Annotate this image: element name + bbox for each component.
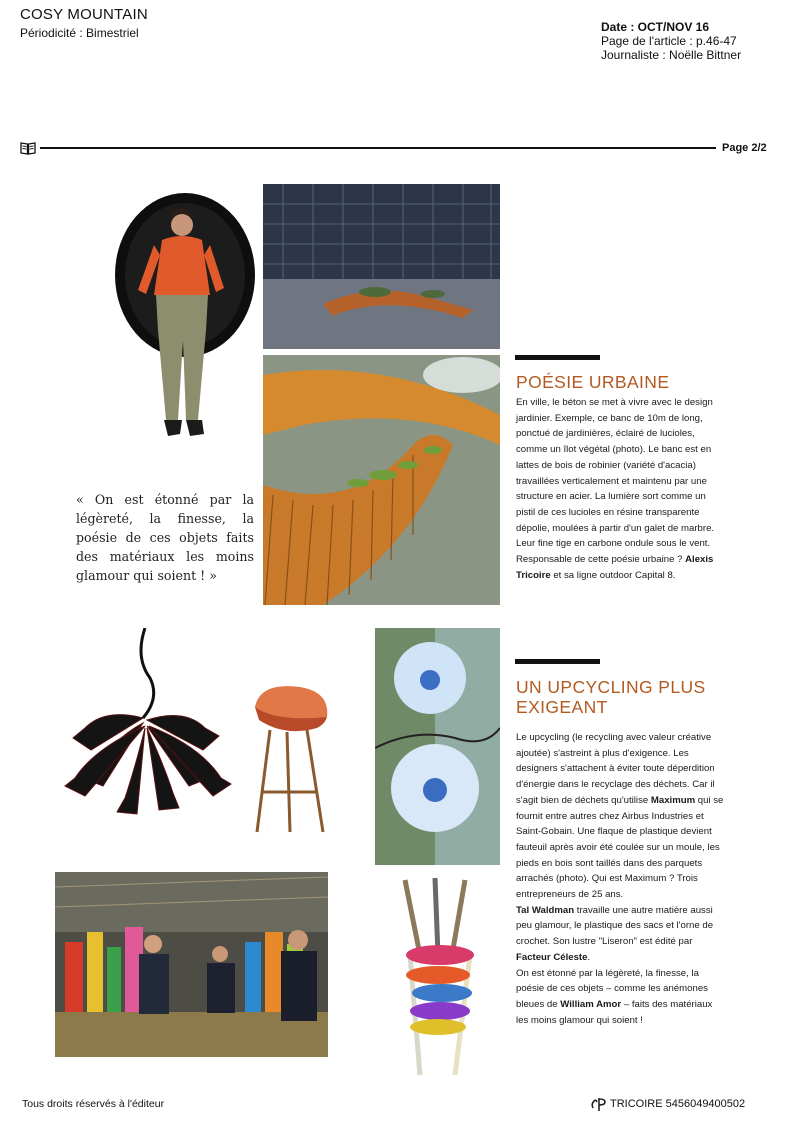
section-text-urban-poetry xyxy=(516,395,726,583)
header-rule xyxy=(40,147,716,149)
paragraph-text: On est étonné par la légèreté, la finesse, la poésie de ces objets – comme les anémones bleues de xyxy=(516,967,708,1010)
rights-notice: Tous droits réservés à l'éditeur xyxy=(22,1098,165,1110)
section-title-urban-poetry: POÉSIE URBAINE xyxy=(516,372,670,392)
chandelier-photo xyxy=(55,628,235,843)
pull-quote: « On est étonné par la légèreté, la finesse, la poésie de ces objets faits des matériaux les moins glamour qui soient ! » xyxy=(76,492,254,583)
journalist: Journaliste : Noëlle Bittner xyxy=(601,48,742,62)
document-code: TRICOIRE 5456049400502 xyxy=(610,1098,746,1110)
workshop-team-photo xyxy=(55,872,328,1057)
page-number: Page 2/2 xyxy=(722,142,767,154)
designer-name: William Amor xyxy=(560,998,622,1010)
paragraph-text: et sa ligne outdoor Capital 8. xyxy=(553,569,676,581)
designer-name: Alexis Tricoire xyxy=(516,554,714,581)
bench-closeup-photo xyxy=(263,355,500,605)
book-icon xyxy=(20,141,36,155)
section-divider xyxy=(515,659,600,664)
stacked-stools-photo xyxy=(390,875,490,1085)
upcycled-chair-photo xyxy=(245,682,335,837)
section-title-upcycling: UN UPCYCLING PLUS EXIGEANT xyxy=(516,677,706,717)
section-divider xyxy=(515,355,600,360)
editor-name: Facteur Céleste xyxy=(516,951,588,963)
publication-title: COSY MOUNTAIN xyxy=(20,6,148,23)
blue-anemones-photo xyxy=(375,628,500,865)
article-pages: Page de l'article : p.46-47 xyxy=(601,34,737,48)
paragraph-text: qui se fournit entre autres chez Airbus Industries et Saint-Gobain. Une flaque de plastique devient fauteuil après avoir été coulée sur un moule, les pieds en bois sont taillés dans des parquets arrachés (photo). Qui est Maximum ? Trois entrepreneurs de 25 ans. xyxy=(516,794,724,901)
paragraph-text: travaille une autre matière aussi peu glamour, le plastique des sacs et l'orne de crochet. Son lustre "Liseron" est édité par xyxy=(516,904,714,948)
periodicity: Périodicité : Bimestriel xyxy=(20,26,139,40)
plaza-bench-photo xyxy=(263,184,500,349)
publisher-logo-icon xyxy=(590,1096,608,1112)
article-meta xyxy=(601,20,741,62)
designer-name: Tal Waldman xyxy=(516,904,575,916)
portrait-photo xyxy=(110,190,260,460)
brand-name: Maximum xyxy=(650,794,696,806)
paragraph-text: En ville, le béton se met à vivre avec le design jardinier. Exemple, ce banc de 10m de long, ponctué de jardinières, éclairé de lucioles, comme un îlot végétal (photo). Le banc est en lattes de bois de robinier (variété d'acacia) travaillées verticalement et maintenu par une structure en acier. La lumière sort comme un pistil de ces lucioles en résine transparente dépolie, moulées à partir d'un galet de marbre. Leur fine tige en carbone ondule sous le vent. Responsable de cette poésie urbaine ? xyxy=(516,397,715,566)
paragraph-text: – faits des matériaux les moins glamour qui soient ! xyxy=(516,998,713,1026)
section-text-upcycling: Le upcycling (le recycling avec valeur créative ajoutée) s'astreint à plus d'exigence. Les designers s'attachent à éviter toute déperdition d'énergie dans le recyclage des déchets. Car il s'agit bien de déchets qu'utilise Maximum qui se fournit entre autres chez Airbus Industries et Saint-Gobain. Une flaque de plastique devient fauteuil après avoir été coulée sur un moule, les pieds en bois sont taillés dans des parquets arrachés (photo). Qui est Maximum ? Trois entrepreneurs de 25 ans. Tal Waldman travaille une autre matière aussi peu glamour, le plastique des sacs et l'orne de crochet. Son lustre "Liseron" est édité par Facteur Céleste. On est étonné par la légèreté, la finesse, la poésie de ces objets – comme les anémones bleues de William Amor – faits des matériaux les moins glamour qui soient ! xyxy=(516,732,724,1026)
article-date: Date : OCT/NOV 16 xyxy=(601,20,710,34)
paragraph-text: Le upcycling (le recycling avec valeur créative ajoutée) s'astreint à plus d'exigence. Les designers s'attachent à éviter toute déperdition d'énergie dans le recyclage des déchets. Car il s'agit bien de déchets qu'utilise xyxy=(516,732,715,806)
